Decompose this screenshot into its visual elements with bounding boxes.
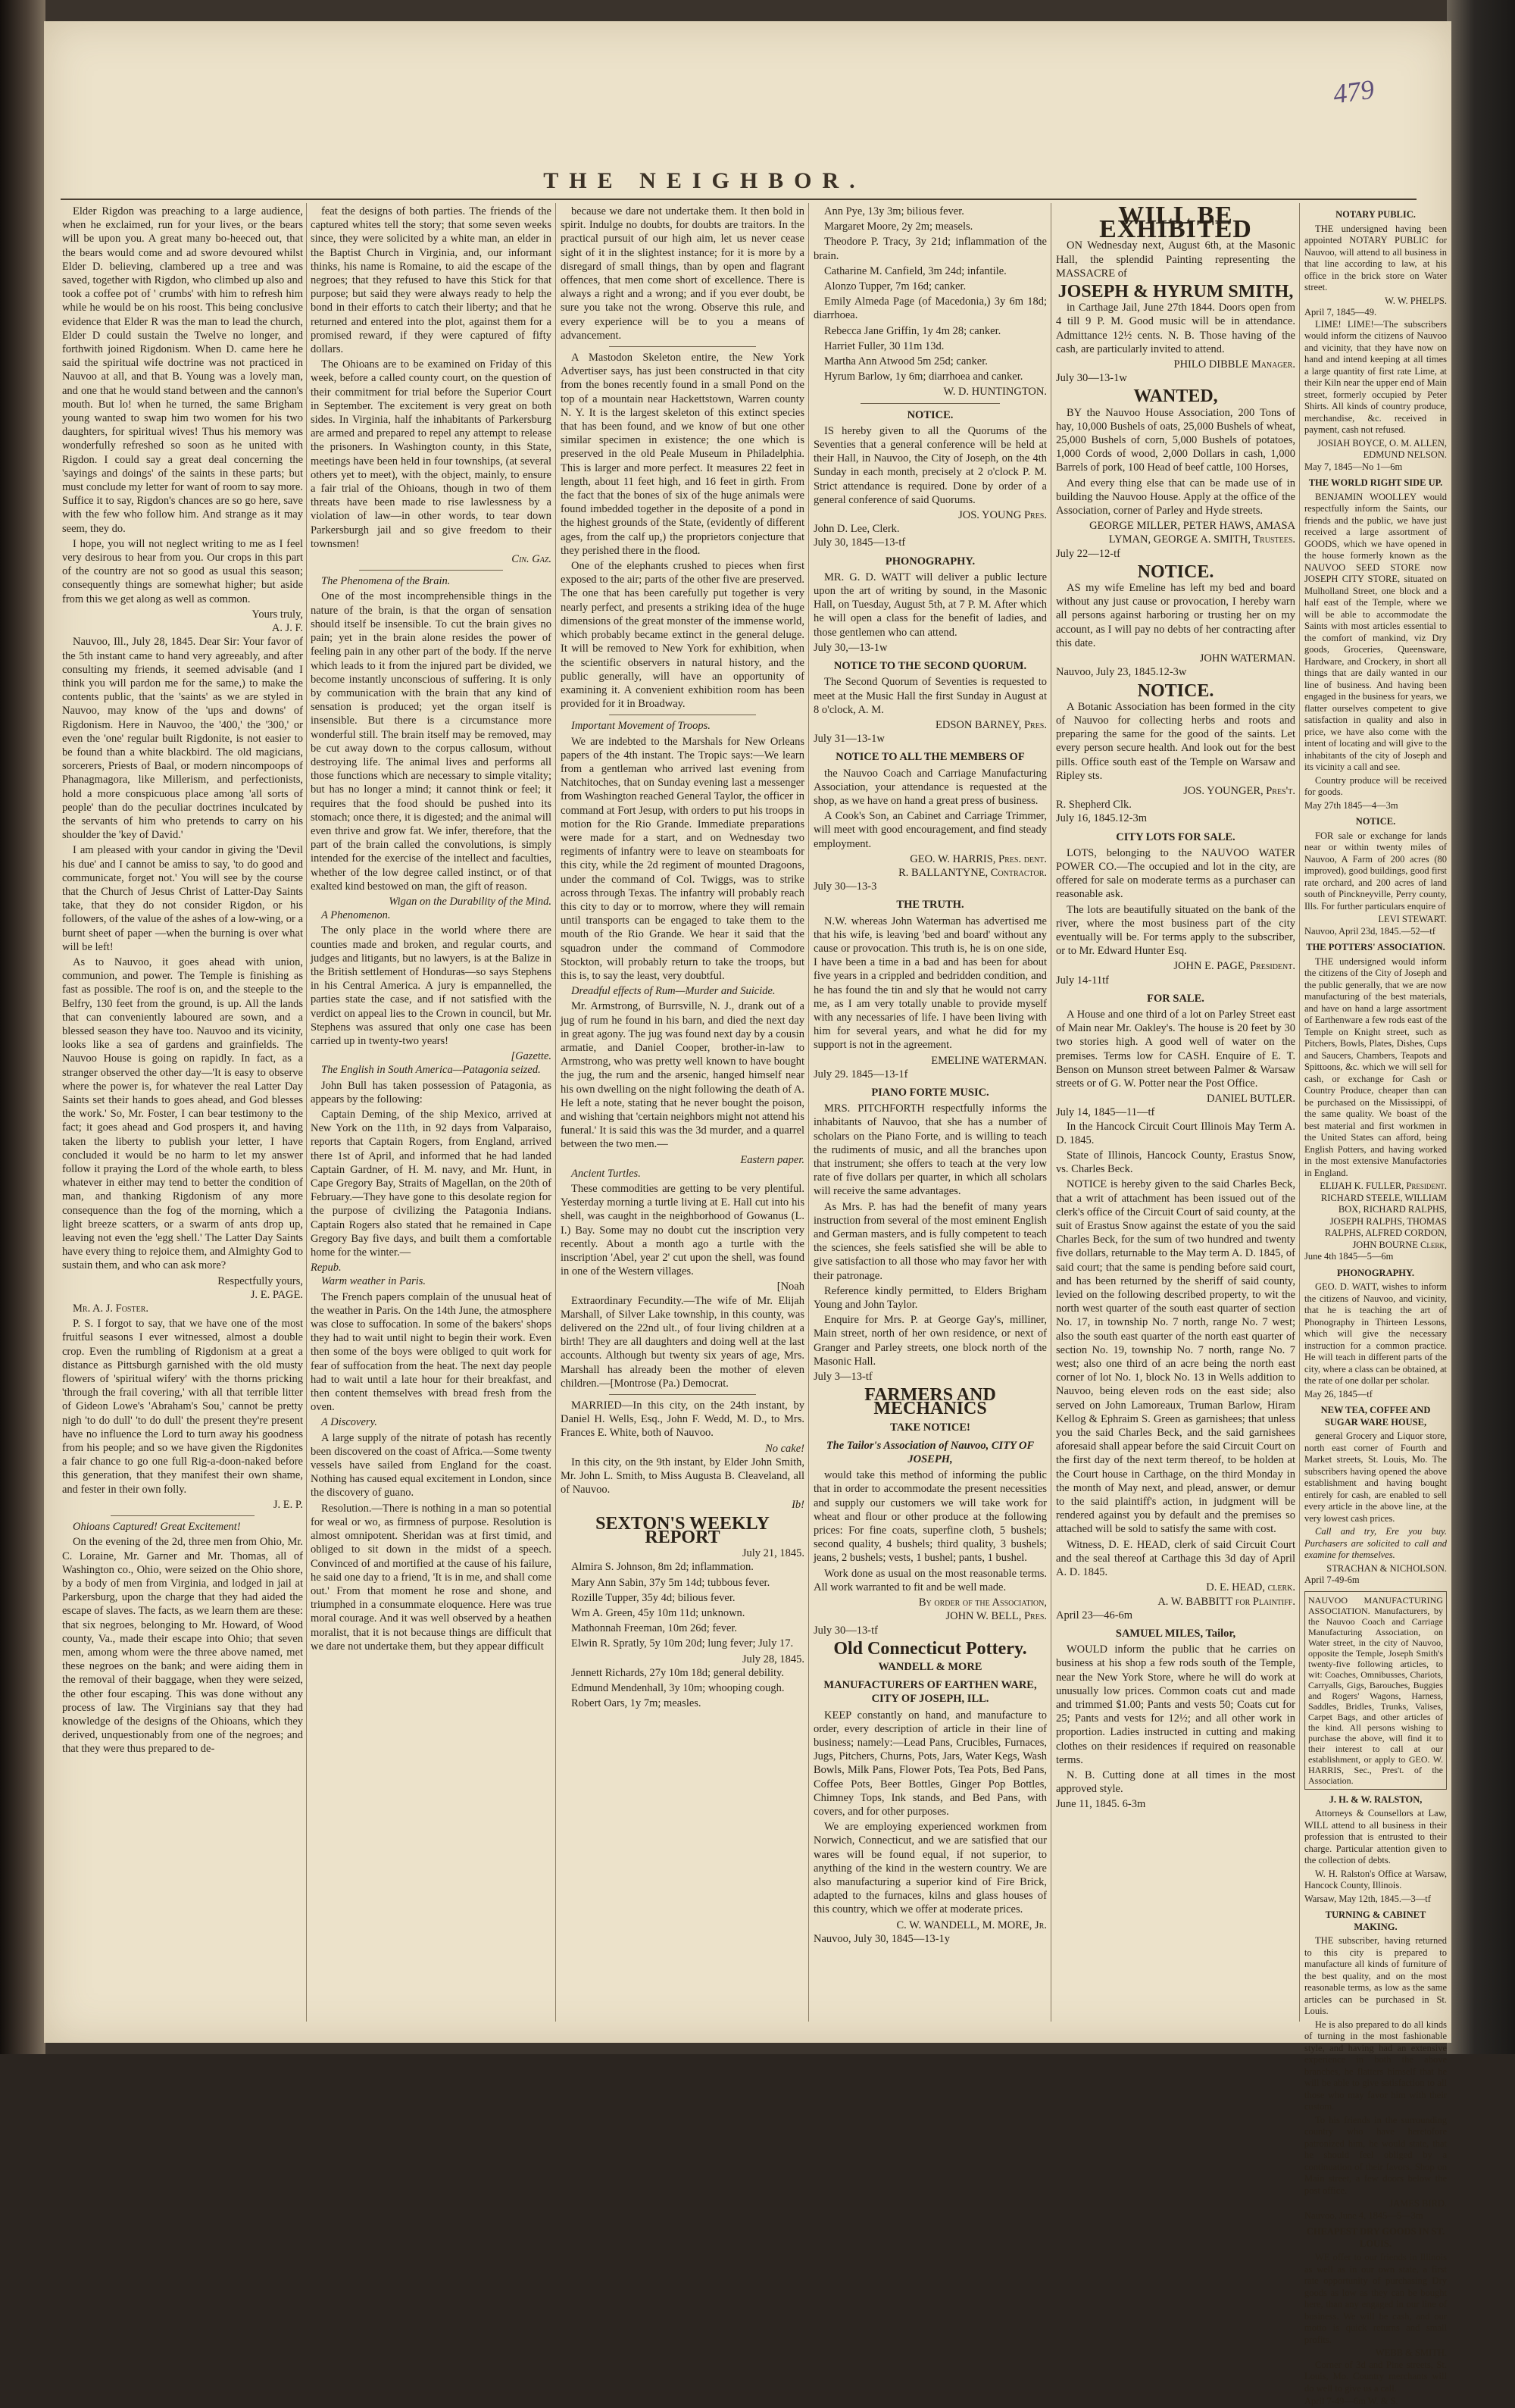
article-text: One of the most incomprehensible things in the nature of the brain, is that the organ of sensation should itself be insensible. To cut the brain gives no pain; yet in the brain alone resides the power of feeling pain in any other part of the body. If the nerve which leads to it from the injured part be divided, we become instantly unconscious of suffering. It is only by communication with the brain that any kind of sensation is produced; yet the organ itself is insensible. But there is a circumstance more wonderful still. The brain itself may be removed, may be cut away down to the corpus callosum, without destroying life. The animal lives and performs all those functions which are necessary to simple vitality; but has no longer a mind; it cannot think or feel; it requires that the food should be pushed into its stomach; once there, it is digested; and the animal will even thrive and grow fat. We infer, therefore, that the part of the brain called the convolutions, is simply intended for the exercise of the intellect and faculties, whether of the low degree called instinct, or of that exalted kind bestowed on man, the gift of reason. [311, 590, 551, 893]
signature: By order of the Association, [918, 1596, 1047, 1609]
exhibit-heading: WILL BE EXHIBITED [1099, 202, 1252, 244]
advert-heading: NEW TEA, COFFEE AND SUGAR WARE HOUSE, [1320, 1405, 1431, 1428]
article-text: feat the designs of both parties. The friends of the captured whites tell the story; that some seven weeks since, they were solicited by a white man, an elder in the Baptist Church in Virginia, and, our informant thinks, his name is Romaine, to aid the escape of the negroes; that they refused to have this Stick for that purpose; but said they were always ready to help the bond in their efforts to catch their liberty; and that he returned and entered into the plot, against them for a promised reward, if they were captured of fifty dollars. [311, 205, 551, 356]
report-entry: Catharine M. Canfield, 3m 24d; infantile. [824, 264, 1007, 277]
notice-date: April 23—46-6m [1056, 1609, 1133, 1621]
notice-text: the Nauvoo Coach and Carriage Manufacturing Association, your attendance is requested at the shop, as we have on hand a great press of business. [814, 767, 1047, 807]
advert-text: N. B. Cutting done at all times in the most approved style. [1056, 1768, 1295, 1796]
article-text: The only place in the world where there are counties made and broken, and regular courts, and judges and litigants, but no lawyers, is at the Balize in the British settlement of Honduras—so says Stephens in his Central America. A jury is empannelled, the parties state the case, and if not satisfied with the verdict on appeal lies to the Crown in council, but Mr. Stephens was assured that only one case has been carried up in twenty-two years! [311, 924, 551, 1047]
advert-text: To his friends in the surrounding country who have heretofore patronized him, he would state, that he should feel obliged by a continuation of their favors. Shop on Main street, a few doors below the post office. [1304, 2114, 1447, 2196]
article-text: A Mastodon Skeleton entire, the New York Advertiser says, has just been constructed in that city from the bones recently found in a small Pond on the top of a mountain near Hackettstown, Warren county N. Y. It is the largest skeleton of this extinct species that has been found, and we know of but one other similar specimen in existence; the one which is preserved in the old Peale Museum in Philadelphia. This is larger and more perfect. It measures 22 feet in length, about 11 feet high, and 16 feet in girth. From the fact that the bones of six of the huge animals were found imbedded together in the deposite of a pond in the highest grounds of the State, (evidently of different ages, from the calf up,) the proprietors conjecture that they perished there in the flood. [561, 352, 804, 557]
article-text: Nauvoo, Ill., July 28, 1845. Dear Sir: Your favor of the 5th instant came to hand very agreeably, and after consulting my friends, it seemed advisable (and I think you will pardon me for the same,) to make the contents public, that the 'saints' as we are styled in Nauvoo, may know of the 'ups and downs' of Rigdonism. Here in Nauvoo, the '400,' the '300,' or even the 'one' regular built Rigdonite, is not easier to be found than a white blackbird. The old magicians, sorcerers, Priests of Baal, or modern nincompoops of Phanagmagora, like Millerism, and perfectionists, hold a more conspicuous place among 'all sorts of people' than do the peculiar doctrines inculcated by the servants of him who pretends to carry on his shoulder the 'key of David.' [62, 636, 303, 842]
divider [609, 1394, 755, 1395]
notice-date: July 30,—13-1w [814, 641, 888, 654]
signature: John D. Lee, Clerk. [814, 523, 900, 536]
source-credit: Eastern paper. [740, 1153, 804, 1166]
advert-heading: THE POTTERS' ASSOCIATION. [1306, 942, 1445, 952]
notice-date: July 30—13-tf [814, 1624, 878, 1637]
report-date: July 21, 1845. [742, 1547, 804, 1560]
column-rule [808, 203, 809, 2022]
notice-date: July 30, 1845—13-tf [814, 536, 906, 549]
notice-text: A Botanic Association has been formed in the city of Nauvoo for collecting herbs and roots and preparing the same for the good of the saints. Let every person secure health. And look out for the best pills. Office south east of the Temple on Warsaw and Ripley sts. [1056, 700, 1295, 782]
notice-date: April 7-49-6m [1304, 1575, 1360, 1585]
advert-heading: TURNING & CABINET MAKING. [1325, 1909, 1426, 1932]
advert-heading: MANUFACTURERS OF EARTHEN WARE, CITY OF JOSEPH, ILL. [823, 1679, 1037, 1706]
signature: A. W. BABBITT for Plaintiff. [1157, 1595, 1295, 1608]
notice-heading: TAKE NOTICE! [890, 1421, 970, 1434]
signature: DANIEL BUTLER. [1206, 1093, 1295, 1105]
article-text: On the evening of the 2d, three men from Ohio, Mr. C. Loraine, Mr. Garner and Mr. Thomas, all of Washington co., Ohio, were seized on the Ohio shore, by a body of men from Virginia, and lodged in jail at Parkersburg, upon the charge that they had aided the escape of slaves. The facts, as we learn them are these: that six negroes, belonging to Mr. Howard, of Wood county, Va., made their escape into Ohio; that seven men, among whom were the three above named, met these negroes on the bank; and were aiding them in the removal of their baggage, when they were seized, the other four escaping. This was done without any process of law. The Virginians say that they had knowledge of the designs of the Ohioans, which they derived, unquestionably from one of the negroes; and that they were thus prepared to de- [62, 1536, 303, 1756]
signature: JOHN WATERMAN. [1199, 652, 1295, 665]
column-rule [306, 203, 307, 2022]
report-entry: Martha Ann Atwood 5m 25d; canker. [824, 355, 988, 368]
signature: J. E. PAGE. [250, 1288, 303, 1301]
notice-heading: NOTICE. [1137, 680, 1214, 701]
signature: JOS. YOUNG Pres. [958, 509, 1047, 522]
notice-date: July 30—13-1w [1056, 372, 1127, 385]
court-notice: In the Hancock Circuit Court Illinois May Term A. D. 1845. [1056, 1120, 1295, 1146]
advert-text: THE undersigned would inform the citizens of the City of Joseph and the public generally, that we are now manufacturing of the best materials, and have on hand a large assortment of Earthenware a few rods east of the Temple on Knight street, such as Pitchers, Bowls, Plates, Dishes, Cups and Saucers, Chambers, Teapots and Spittoons, &c. which we will sell for cash, or exchange for Cash or Country Produce, cheaper than can be purchased on the Mississippi, of the same quality. We boast of the best material and first workmen in the United States can afford, being English Potters, and having worked in the most extensive Manufactories in England. [1304, 955, 1447, 1178]
article-text: because we dare not undertake them. It then bold in spirit. Indulge no doubts, for doubts are traitors. In the practical pursuit of our high aim, let us never cease sight of it in the slightest instance; for it is more by a disregard of small things, than by open and flagrant offences, that men come short of excellence. There is always a right and a wrong; and if you ever doubt, be sure you take not the wrong. Observe this rule, and every experience will be to you a means of advancement. [561, 205, 804, 342]
notice-heading: The Tailor's Association of Nauvoo, CITY OF JOSEPH, [826, 1439, 1035, 1466]
advert-text: Call and try, Ere you buy. Purchasers are solicited to call and examine for themselves. [1304, 1526, 1447, 1560]
notice-date: Nauvoo, July 30, 1845—13-1y [814, 1932, 951, 1945]
advert-text: THE undersigned having been appointed NOTARY PUBLIC for Nauvoo, will attend to all business in that line according to law, at his office in the brick store on Water street. [1304, 223, 1447, 292]
report-entry: Hyrum Barlow, 1y 6m; diarrhoea and canker. [824, 371, 1023, 383]
notice-text: Work done as usual on the most reasonable terms. All work warranted to fit and be well made. [814, 1567, 1047, 1593]
notice-text: IS hereby given to all the Quorums of the Seventies that a general conference will be held at their Hall, in Nauvoo, the City of Joseph, on the 4th Sunday in each month, precisely at 2 o'clock P. M. Strict attendance is required. Done by order of a general conference of said Quorums. [814, 424, 1047, 506]
court-notice: State of Illinois, Hancock County, Erastus Snow, vs. Charles Beck. [1056, 1149, 1295, 1176]
signature: WEBB & SMITH. [1375, 2347, 1447, 2358]
report-entry: Emily Almeda Page (of Macedonia,) 3y 6m 18d; diarrhoea. [814, 296, 1047, 322]
advert-text: BENJAMIN WOOLLEY would respectfully inform the Saints, our friends and the public, we have just received a large assortment of GOODS, which we have opened in the house formerly known as the NAUVOO SEED STORE now JOSEPH CITY STORE, situated on Mulholland Street, one block and a half east of the Temple, where we will be able to accommodate the Saints with most articles essential to the comfort of mankind, viz Dry goods, Groceries, Queensware, Hardware, and Crockery, in short all things that are daily wanted in our line of business. And having been engaged in the business for years, we flatter ourselves competent to give satisfaction in quality and also in price, we have also come with the intent of locating and will give to the inhabitants of the city of Joseph and its vicinity a call and see. [1304, 491, 1447, 772]
report-entry: Harriet Fuller, 30 11m 13d. [824, 339, 945, 352]
signature: EMELINE WATERMAN. [931, 1054, 1047, 1067]
notice-date: Nauvoo, April 23d, 1845.—52—tf [1304, 925, 1435, 937]
notice-date: July 30—13-3 [814, 880, 877, 893]
report-entry: Alonzo Tupper, 7m 16d; canker. [824, 280, 967, 293]
article-headline: Important Movement of Troops. [571, 720, 711, 733]
masthead: THE NEIGHBOR. [543, 168, 866, 193]
divider [111, 1515, 255, 1516]
notice-heading: CITY LOTS FOR SALE. [1116, 830, 1235, 843]
article-text: I hope, you will not neglect writing to me as I feel very desirous to hear from you. Our crops in this part of the country are not so good as usual this season; consequently things are somewhat higher; but aside from this we get along as well as common. [62, 537, 303, 605]
signature: D. E. HEAD, clerk. [1206, 1581, 1295, 1594]
notice-text: MR. G. D. WATT will deliver a public lecture upon the art of writing by sound, in the Masonic Hall, on Tuesday, August 5th, at 7 P. M. After which he will open a class for the benefit of ladies, and those gentlemen who can attend. [814, 571, 1047, 639]
marriage-note: Ib! [792, 1499, 804, 1512]
signature: A. J. F. [271, 622, 303, 635]
article-text: A large supply of the nitrate of potash has recently been discovered on the coast of Africa.—Some twenty vessels have sailed from England for the coast. Nothing has caused equal excitement in London, since the discovery of guano. [311, 1431, 551, 1500]
exhibit-subheading: JOSEPH & HYRUM SMITH, [1057, 282, 1294, 302]
report-entry: Theodore P. Tracy, 3y 21d; inflammation of the brain. [814, 236, 1047, 262]
advert-heading: SAMUEL MILES, Tailor, [1115, 1627, 1236, 1640]
signature: J. E. P. [273, 1498, 303, 1511]
notice-date: Nauvoo, July 23, 1845.12-3w [1056, 666, 1187, 679]
divider [359, 570, 504, 571]
article-text: We are indebted to the Marshals for New Orleans papers of the 4th instant. The Tropic says:—We learn from a gentleman who arrived last evening from Natchitoches, that on Sunday evening last a messenger from Washington reached General Taylor, the officer in command at Fort Jesup, with orders to put his troops in motion for the Rio Grande. Immediate preparations were made for a start, and on Wednesday two regiments of infantry were to leave on steamboats for this city, while the 2d regiment of mounted Dragoons, under the command of Col. Twiggs, was to strike across through Texas. The infantry will probably reach this city to day or to morrow, where they will remain until transports can be engaged to take them to the mouth of the Rio Grande. We hear it said that the squadron under the command of Commodore Stockton, will probably return to take the troops, but this is, to say the least, very doubtful. [561, 735, 804, 982]
notice-date: Nauvoo, June 4, 1845—5—3m [1304, 2209, 1423, 2221]
article-headline: The English in South America—Patagonia seized. [321, 1064, 541, 1077]
notice-text: in Carthage Jail, June 27th 1844. Doors open from 4 till 9 P. M. Good music will be in attendance. Admittance 12½ cents. N. B. Those having of the cash, are particularly invited to attend. [1056, 302, 1295, 355]
advert-heading: CHEAPEST DRY GOODS IN ST. LOUIS. [1306, 2226, 1445, 2249]
advert-heading: J. H. & W. RALSTON, [1329, 1793, 1423, 1805]
signature: C. W. WANDELL, M. MORE, Jr. [896, 1919, 1047, 1931]
article-text: One of the elephants crushed to pieces when first exposed to the air; parts of the other five are preserved. The one that has been carefully put together is very nearly perfect, and presents a striking idea of the huge dimensions of the great monster of the immense world, which probably became extinct in the general deluge. It will be removed to New York for exhibition, when the scientific observers in natural history, and the public generally, will have an opportunity of examining it. A convenient exhibition room has been provided for it in Broadway. [561, 560, 804, 711]
notice-text: The Second Quorum of Seventies is requested to meet at the Music Hall the first Sunday in August at 8 o'clock, A. M. [814, 676, 1047, 716]
marriage-notice: In this city, on the 9th instant, by Elder John Smith, Mr. John L. Smith, to Miss Augusta B. Cleaveland, all of Nauvoo. [561, 1456, 804, 1496]
source-credit: Cin. Gaz. [511, 553, 551, 566]
article-text: P. S. I forgot to say, that we have one of the most fruitful seasons I ever witnessed, almost a double crop. Even the rumbling of Rigdonism at a great a distance as Pittsburgh garnished with the old musty flowers of 'spiritual wifery' with the thorns pricking 'through the frail covering,' with all that terrible litter of Gideon Lowe's 'Abraham's Sou,' cannot be pretty nigh 'to do dull' 'to do dull' the present they're present have no influence the Lord to turn away his goodness from his people; and so we have given the Rigdonites a fair chance to go one full Rig-a-doon-naked before this generation, that they manifest their own shame, and fester in their own folly. [62, 1318, 303, 1496]
signature: GEO. W. HARRIS, Pres. dent. [910, 852, 1047, 865]
book-binding [0, 0, 45, 2054]
advert-text: GEO. D. WATT, wishes to inform the citizens of Nauvoo, and vicinity, that he is teaching the art of Phonography in Thirteen Lessons, which will give the necessary instruction for a common practice. He will teach in different parts of the city, where a class can be obtained, at the rate of one dollar per scholar. [1304, 1281, 1447, 1386]
page-number: 479 [1331, 73, 1376, 110]
notice-text: N.W. whereas John Waterman has advertised me that his wife, is leaving 'bed and board' without any cause or provocation. This truth is, he is on one side, I have been a time in a bad and has been for about five years in a crippled and bedridden condition, and he has found the tin and sly that he would not carry me, as I am very totally unable to provide myself with any necessaries of life. I have been living with him for several years, and what he did for my support is not in the agreement. [814, 915, 1047, 1052]
notice-text: The lots are beautifully situated on the bank of the river, where the most business part of the city eventually will be. For terms apply to the subscriber, or to Mr. Edward Hunter Esq. [1056, 903, 1295, 958]
advert-text: THE subscriber, having returned to this city is prepared to manufacture all kinds of furniture of the best quality, and on the most reasonable terms, as low as the same articles can be purchased in St. Louis. [1304, 1935, 1447, 2016]
article-headline: Ohioans Captured! Great Excitement! [73, 1521, 241, 1534]
advert-heading: WANDELL & MORE [878, 1660, 982, 1673]
notice-date: July 16, 1845.12-3m [1056, 812, 1148, 825]
signature: ELIJAH K. FULLER, President. RICHARD STEELE, WILLIAM BOX, RICHARD RALPHS, JOSEPH RALPHS, THOMAS RALPHS, ALFRED CORDON, JOHN BOURNE Clerk, [1320, 1181, 1447, 1250]
report-entry: Edmund Mendenhall, 3y 10m; whooping cough. [571, 1681, 785, 1694]
article-text: These commodities are getting to be very plentiful. Yesterday morning a turtle living at E. Hall cut into his shell, was caught in the neighborhood of Gowanus (L. I.) Bay. Some may no doubt cut the inscription very recently. About a month ago a turtle with the inscription 'Abel, year 2' cut upon the shell, was found in one of the Western villages. [561, 1183, 804, 1278]
notice-text: would take this method of informing the public that in order to accommodate the present necessities and supply our customers we will take work for wheat and flour or other produce at the following prices: For fine coats, superfine cloth, 5 bushels; second quality, 4 bushels; third quality, 3 bushels; jeans, 2 bushels; vests, 1 bushel; pants, 1 bushel. [814, 1469, 1047, 1565]
signature: GEORGE MILLER, PETER HAWS, AMASA LYMAN, GEORGE A. SMITH, Trustees. [1089, 520, 1295, 546]
notice-text: Enquire for Mrs. P. at George Gay's, milliner, Main street, north of her own residence, or next of Granger and Parley streets, one block north of the Masonic Hall. [814, 1314, 1047, 1368]
notice-text: And every thing else that can be made use of in building the Nauvoo House. Apply at the office of the Association, corner of Parley and Hyde streets. [1056, 477, 1295, 518]
notice-date: April 7-49—6m W. & S. [1304, 2396, 1398, 2406]
source-credit: Wigan on the Durability of the Mind. [389, 895, 551, 908]
report-entry: Jennett Richards, 27y 10m 18d; general debility. [571, 1666, 784, 1679]
column-2 [311, 205, 551, 2023]
column-4 [814, 205, 1047, 2023]
report-entry: Wm A. Green, 45y 10m 11d; unknown. [571, 1606, 745, 1619]
advert-text: Attorneys & Counsellors at Law, WILL attend to all business in their profession that is entrusted to their charge. Particular attention given to the collection of debts. [1304, 1808, 1447, 1865]
advert-heading: NOTICE. [1355, 816, 1396, 827]
column-5 [1056, 202, 1295, 2023]
notice-date: May 27th 1845—4—3m [1304, 799, 1398, 811]
divider [609, 346, 755, 347]
notice-heading: FARMERS AND MECHANICS [864, 1385, 996, 1419]
notice-heading: NOTICE TO ALL THE MEMBERS OF [836, 751, 1025, 764]
notice-heading: NOTICE TO THE SECOND QUORUM. [833, 660, 1027, 673]
notice-date: July 3—13-tf [814, 1371, 873, 1384]
signature: JOHN E. PAGE, President. [1173, 960, 1295, 973]
advert-text: LIME! LIME!—The subscribers would inform the citizens of Nauvoo and vicinity, that they have now on hand and intend keeping at all times a large quantity of first rate Lime, at their Kiln near the upper end of Main street, formerly occupied by Peter Shirts. All kinds of country produce, merchandise, &c. received in payment, cash not refused. [1304, 318, 1447, 435]
notice-text: AS my wife Emeline has left my bed and board without any just cause or provocation, I hereby warn all persons against harboring or trusting her on my account, as I will pay no debts of her contracting after this date. [1056, 582, 1295, 649]
page-stack-edge [1447, 0, 1515, 2054]
article-text: As to Nauvoo, it goes ahead with union, communion, and power. The Temple is finishing as fast as possible. The roof is on, and the steeple to the Belfry, 130 feet from the ground, is up. All the lands that can conveniently laboured are sown, and a blessed season they have too. Nauvoo and its vicinity, looks like a sea of gardens and grainfields. The Nauvoo House is going on rapidly. In fact, as a stranger observed the other day—'It is easy to observe where the power is, for whatever the real Latter Day Saints set their hands to goes ahead, and God blesses the work.' So, Mr. Foster, I can bear testimony to the fact; it goes ahead and God prospers it, and having taken the liberty to publish your letter, I have concluded it would be no harm to let my answer follow it praying the Lord of the whole earth, to bless whatever in either may tend to better the condition of man, and thanking Rigdonism of any more consequence than the fog of the morning, which a light breeze scatters, or a swarm of ants drop up, leaving not even the 'egg shell.' The Latter Day Saints have every thing to rejoice them, and Almighty God to sustain them, and who can ask more? [62, 955, 303, 1272]
column-6 [1304, 205, 1447, 2406]
notice-heading: PHONOGRAPHY. [885, 555, 976, 568]
source-credit: [Gazette. [511, 1050, 551, 1063]
notice-text: A Cook's Son, an Cabinet and Carriage Trimmer, will meet with good encouragement, and find steady employment. [814, 810, 1047, 850]
signature: STRACHAN & NICHOLSON. [1326, 1562, 1447, 1574]
advert-heading: NOTARY PUBLIC. [1335, 209, 1416, 220]
signature: JOS. YOUNGER, Pres't. [1183, 784, 1295, 797]
notice-heading: THE TRUTH. [896, 899, 964, 912]
notice-date: May 26, 1845—tf [1304, 1388, 1373, 1399]
advert-heading: Old Connecticut Pottery. [833, 1638, 1027, 1659]
advert-text: He is also prepared to do all kinds of turning in the most fashionable style, and having had an extensive experience in both the above branches, he flatters himself that he will be able to give satisfaction to all those who may favor him with their custom. [1304, 2019, 1447, 2112]
advert-heading: THE WORLD RIGHT SIDE UP. [1308, 477, 1443, 488]
notice-text: ON Wednesday next, August 6th, at the Masonic Hall, the splendid Painting representing the MASSACRE of [1056, 239, 1295, 280]
advert-text: We are employing experienced workmen from Norwich, Connecticut, and we are satisfied that our wares will be found equal, if not superior, to anything of the kind in the western country. We are also manufacturing a superior kind of Fire Brick, adapted to the furnaces, kilns and glass houses of this country, which we offer at moderate prices. [814, 1821, 1047, 1916]
advert-text: general Grocery and Liquor store, north east corner of Fourth and Market streets, St. Louis, Mo. The subscribers having opened the above establishment and having bought entirely for cash, are enabled to sell every article in the above line, at the very lowest cash prices. [1304, 1431, 1447, 1524]
notice-text: Reference kindly permitted, to Elders Brigham Young and John Taylor. [814, 1284, 1047, 1312]
article-text: The Ohioans are to be examined on Friday of this week, before a called county court, on the question of their commitment for trial before the Superior Court in September. The excitement is very great on both sides. In Virginia, half the inhabitants of Parkersburg are armed and prepared to repel any attempt to release the prisoners. In Washington county, in this State, meetings have been held in four townships, (at several others yet to meet), with the object, mainly, to ensure a fair trial of the Ohioans, though in two of them threats have been made to rise lawlessness by a violation of law—in other words, to tear down Parkersburgh jail and so give freedom to their townsmen! [311, 358, 551, 550]
signature: JOHN W. BELL, Pres. [945, 1610, 1047, 1623]
source-credit: Repub. [311, 1262, 342, 1274]
notice-heading: FOR SALE. [1147, 992, 1204, 1005]
article-text: Elder Rigdon was preaching to a large audience, when he exclaimed, run for your lives, or the bears will be upon you. A great many bo-heeced out, that the bears would come and ad swore devoured whilst Elder D. believing, clambered up a tree and was saved, together with Rigdon, who climbed up also and took a coffee pot of ' crumbs' with him to refresh him while he would be on his roost. This being conclusive evidence that Elder R was the man to lead the church, Elder D could sustain the Twelve no longer, and forthwith joined Rigdonism. When D. came here he said the spiritual wife doctrine was not practiced in Nauvoo at all, and that B. Young was a lovely man, and one that he would stand between and the cannon's mouth. But lo! when he turned, the same Brigham young wanted to swap him two women for his two daughters, for spiritual wives! Thus his memory was wonderfully refreshed so soon as he united with Rigdon. I could say a great deal concerning the 'sayings and doings' of the saints in these parts; but must conclude my letter for want of room to say more. Suffice it to say, Rigdon's chances are so go here, save with the few who follow him. And strange as it may seem, they do. [62, 205, 303, 535]
notice-text: BY the Nauvoo House Association, 200 Tons of hay, 10,000 Bushels of oats, 25,000 Bushels of wheat, 25,000 Bushels of corn, 5,000 Bushels of potatoes, 1,000 Cords of wood, 2,000 Dollars in cash, 1,000 Barrels of pork, 100 Head of beef cattle, 100 Horses, [1056, 406, 1295, 474]
signature: JOSIAH BOYCE, O. M. ALLEN, EDMUND NELSON. [1317, 437, 1447, 460]
notice-text: A House and one third of a lot on Parley Street east of Main near Mr. Oakley's. The house is 20 feet by 30 two stories high. A good well of water on the premises. Terms low for CASH. Enquire of E. T. Benson on Munson street between Palmer & Warsaw streets or of G. W. Potter near the Post Office. [1056, 1008, 1295, 1090]
report-entry: Elwin R. Spratly, 5y 10m 20d; lung fever; July 17. [571, 1637, 794, 1650]
masthead-rule [61, 199, 1417, 200]
notice-date: July 14, 1845—11—tf [1056, 1106, 1155, 1119]
article-text: I am pleased with your candor in giving the 'Devil his due' and I cannot be amiss to say, 'to do good and communicate, forget not.' You will see by the course that the Church of Jesus Christ of Latter-Day Saints take, that they do not consider Rigdon, or his followers, of the value of the ashes of a low-wing, or a burnt sheet of paper —when the burning is over what will be left! [62, 844, 303, 953]
advert-heading: PHONOGRAPHY. [1337, 1267, 1414, 1278]
article-text: Captain Deming, of the ship Mexico, arrived at New York on the 11th, in 92 days from Valparaiso, reports that Captain Rogers, from England, arrived there 1st of April, and informed that he had landed Captain Gardner, of H. M. navy, and Mr. Hunt, in Cape Gregory Bay, Straits of Magellan, on the 20th of February.—They have gone to this desolate region for the purpose of civilizing the Patagonia Indians. Captain Rogers also stated that he remained in Cape Gregory Bay five days, and built them a comfortable home for the winter.— [311, 1109, 551, 1259]
signature: Yours truly, [251, 608, 303, 621]
signature: JAMES BIRD. [1389, 2198, 1447, 2209]
column-rule [1299, 203, 1300, 2022]
article-text: The French papers complain of the unusual heat of the weather in Paris. On the 14th June, the atmosphere was close to suffocation. In some of the bakers' shops they had to wait until night to begin their work. Even then some of the boys were obliged to quit work for fear of suffocation from the heat. The next day people had to wait until a late hour for their breakfast, and then content themselves with bread fresh from the oven. [311, 1290, 551, 1414]
report-entry: Robert Oars, 1y 7m; measles. [571, 1697, 701, 1710]
signature: LEVI STEWART. [1378, 914, 1447, 924]
notice-date: Warsaw, May 12th, 1845.—3—tf [1304, 1893, 1431, 1904]
article-headline: A Phenomenon. [321, 909, 391, 922]
notice-date: June 4th 1845—5—6m [1304, 1251, 1394, 1262]
advert-text: FOR sale or exchange for lands near or within twenty miles of Nauvoo, A Farm of 200 acres (80 improved), good buildings, good first rate orchard, and 200 acres of land south of Pinckneyville, Perry county, Ills. For further particulars enquire of [1304, 830, 1447, 912]
signature: Respectfully yours, [217, 1274, 303, 1287]
article-headline: The Phenomena of the Brain. [321, 575, 451, 588]
advert-text: Corner of 3d and Pine streets, St. Louis, Mo. Country merchants will do well to give us a call. [1304, 2359, 1447, 2394]
signature: EDSON BARNEY, Pres. [936, 718, 1047, 731]
notice-date: June 11, 1845. 6-3m [1056, 1798, 1146, 1811]
advert-text: WE offer to our friends in Illinois as well as in our own state, a first rate opportunity of purchasing Dry goods as low as they can be bought here, than any engaged in our line of business. We will be cash, and our motto is quick returns and small profits. [1304, 2252, 1447, 2345]
column-1 [62, 205, 303, 2023]
notice-text: LOTS, belonging to the NAUVOO WATER POWER CO.—The occupied and lot in the city, are offered for sale on moderate terms as a purchaser can reasonable ask. [1056, 846, 1295, 901]
advert-text: W. H. Ralston's Office at Warsaw, Hancock County, Illinois. [1304, 1868, 1447, 1890]
signature: R. BALLANTYNE, Contractor. [898, 866, 1047, 879]
report-date: July 28, 1845. [742, 1653, 804, 1665]
notice-heading: NOTICE. [1137, 561, 1214, 582]
signature: W. W. PHELPS. [1385, 295, 1447, 306]
notice-heading: PIANO FORTE MUSIC. [871, 1086, 989, 1099]
report-entry: Ann Pye, 13y 3m; bilious fever. [824, 205, 964, 217]
article-headline: Warm weather in Paris. [321, 1275, 426, 1288]
advert-text: WOULD inform the public that he carries on business at his shop a few rods south of the Temple, near the New York Store, where he will do work at unusually low prices. Common coats cut and made and trimmed $1.00; Pants and vests 50; Coats cut for 25; Pants and vests for 12½; and all other work in proportion. Ladies instructed in cutting and making clothes on their residences if required on reasonable terms. [1056, 1643, 1295, 1766]
report-entry: Margaret Moore, 2y 2m; measels. [824, 220, 973, 233]
report-entry: Rebecca Jane Griffin, 1y 4m 28; canker. [824, 324, 1001, 337]
notice-date: May 7, 1845—No 1—6m [1304, 461, 1403, 472]
notice-date: July 22—12-tf [1056, 547, 1120, 560]
notice-heading: WANTED, [1133, 386, 1218, 407]
article-text: Mr. Armstrong, of Burrsville, N. J., drank out of a jug of rum he found in his barn, and died the next day in great agony. The jug was found next day by a cousin armatie, and Daniel Cooper, brother-in-law to Armstrong, who was pretty well known to have bought the jug, the rum and the arsenic, hanged himself near his own dwelling on the night following the death of A. He left a note, stating that he never bought the poison, and wishing that 'certain neighbors might not attend his funeral.' It is said this was the 3d murder, and a quarrel between the two men.— [561, 1000, 804, 1151]
article-text: Resolution.—There is nothing in a man so potential for weal or wo, as firmness of purpose. Resolution is almost omnipotent. Sheridan was at first timid, and obliged to sit down in the midst of a speech. Convinced of and mortified at the cause of his failure, he said one day to a friend, 'It is in me, and shall come out.' From that moment he rose and shone, and triumphed in a consummate eloquence. Here was true moral courage. And it was well observed by a heathen moralist, that it is not because things are difficult that we dare not undertake them, but they appear difficult [311, 1502, 551, 1653]
notice-text: As Mrs. P. has had the benefit of many years instruction from several of the most eminent English and German masters, and is fully competent to teach the sciences, she feels satisfied she will be able to give satisfaction to all those who may favor her with their patronage. [814, 1200, 1047, 1282]
report-entry: Mary Ann Sabin, 37y 5m 14d; tubbous fever. [571, 1576, 770, 1589]
article-headline: A Discovery. [321, 1416, 377, 1429]
marriage-note: No cake! [765, 1442, 804, 1455]
column-rule [555, 203, 556, 2022]
signature: W. D. HUNTINGTON. [943, 386, 1047, 399]
notice-text: MRS. PITCHFORTH respectfully informs the inhabitants of Nauvoo, that she has a number of scholars on the Piano Forte, and is willing to teach the rudiments of music, and all the branches upon that instrument; she offers to teach at the very low rate of five dollars per quarter, in which all scholars will receive the same advantages. [814, 1102, 1047, 1198]
article-text: Extraordinary Fecundity.—The wife of Mr. Elijah Marshall, of Silver Lake township, in this county, was delivered on the 22nd ult., of four living children at a birth! They are all daughters and doing well at the last accounts. Although but twenty six years of age, Mrs. Marshall has already been the mother of eleven children.—[Montrose (Pa.) Democrat. [561, 1294, 804, 1390]
source-credit: [Noah [776, 1281, 804, 1293]
court-notice: NOTICE is hereby given to the said Charles Beck, that a writ of attachment has been issued out of the clerk's office of the Circuit Court of said county, at the suit of Erastus Snow against the estate of you the said Charles Beck, for the sum of two hundred and twenty five dollars, returnable to the May term A. D. 1845, of said court; that the same is pending before said court, and has been returned by the sheriff of said county, levied on the following described property, to wit the north west quarter of the south east quarter of section No. 17, in township No. 7 north, range No. 7 west; also the south east quarter of the north east quarter of section No. 19, township No. 7 north, range No. 7 west; also one third of an acre being the north east corner of lot No. 1, block No. 13 in Wells addition to Nauvoo, being eleven rods on the east side; also served on John Lamoreaux, Truman Barlow, Hiram Kellog & Ephraim S. Green as garnishees; that unless you the said Charles Beck, and the said garnishees aforesaid shall appear before the said Circuit Court on the first day of the next term thereof, to be holden at the Court house in Carthage, on the third Monday in the month of May next, and plead, answer, or demur to the said plaintiff's action, in judgment will be rendered against you by default and the premises so attached will be sold to satisfy the same with cost. [1056, 1178, 1295, 1536]
court-notice: Witness, D. E. HEAD, clerk of said Circuit Court and the seal thereof at Carthage this 3d day of April A. D. 1845. [1056, 1538, 1295, 1579]
article-headline: Dreadful effects of Rum—Murder and Suicide. [571, 985, 776, 998]
article-text: John Bull has taken possession of Patagonia, as appears by the following: [311, 1079, 551, 1105]
article-headline: Ancient Turtles. [571, 1167, 641, 1180]
marriage-notice: MARRIED—In this city, on the 24th instant, by Daniel H. Wells, Esq., John F. Wedd, M. D., to Mrs. Frances E. White, both of Nauvoo. [561, 1399, 804, 1440]
signature: PHILO DIBBLE Manager. [1173, 358, 1295, 371]
notice-heading: NOTICE. [907, 408, 954, 421]
notice-date: April 7, 1845—49. [1304, 307, 1377, 317]
notice-date: July 29. 1845—13-1f [814, 1068, 908, 1080]
report-entry: Mathonnah Freeman, 10m 26d; fever. [571, 1622, 738, 1635]
boxed-advert: NAUVOO MANUFACTURING ASSOCIATION. Manufacturers, by the Nauvoo Coach and Carriage Manufacturing Association, on Water street, in the city of Nauvoo, opposite the Temple, Joseph Smith's twenty-five following articles, to wit: Coaches, Omnibusses, Chariots, Carryalls, Gigs, Barouches, Buggies and Rogers' Wagons, Harness, Saddles, Bridles, Trunks, Valises, Carpet Bags, and other articles of the kind. All persons wishing to purchase the above, will find it to their interest to call at our establishment, or apply to GEO. W. HARRIS, Sec., Pres't. of the Association. [1304, 1591, 1447, 1790]
advert-text: KEEP constantly on hand, and manufacture to order, every description of article in their line of business; namely:—Lead Pans, Crucibles, Furnaces, Jugs, Pitchers, Churns, Pots, Jars, Water Kegs, Wash Bowls, Milk Pans, Flower Pots, Tea Pots, Bed Pans, Coffee Pots, Beer Bottles, Ginger Pop Bottles, Chimney Tops, Ink stands, and Bed Pans, with covers, and for other purposes. [814, 1709, 1047, 1818]
advert-text: Country produce will be received for goods. [1304, 774, 1447, 797]
notice-date: July 31—13-1w [814, 733, 885, 746]
report-entry: Almira S. Johnson, 8m 2d; inflammation. [571, 1561, 754, 1574]
notice-date: July 14-11tf [1056, 974, 1109, 987]
sexton-report-heading: SEXTON'S WEEKLY REPORT [595, 1513, 770, 1547]
signature: R. Shepherd Clk. [1056, 799, 1132, 812]
divider [861, 403, 1001, 404]
column-3 [561, 205, 804, 2023]
addressee: Mr. A. J. Foster. [73, 1303, 148, 1315]
report-entry: Rozille Tupper, 35y 4d; bilious fever. [571, 1591, 736, 1604]
